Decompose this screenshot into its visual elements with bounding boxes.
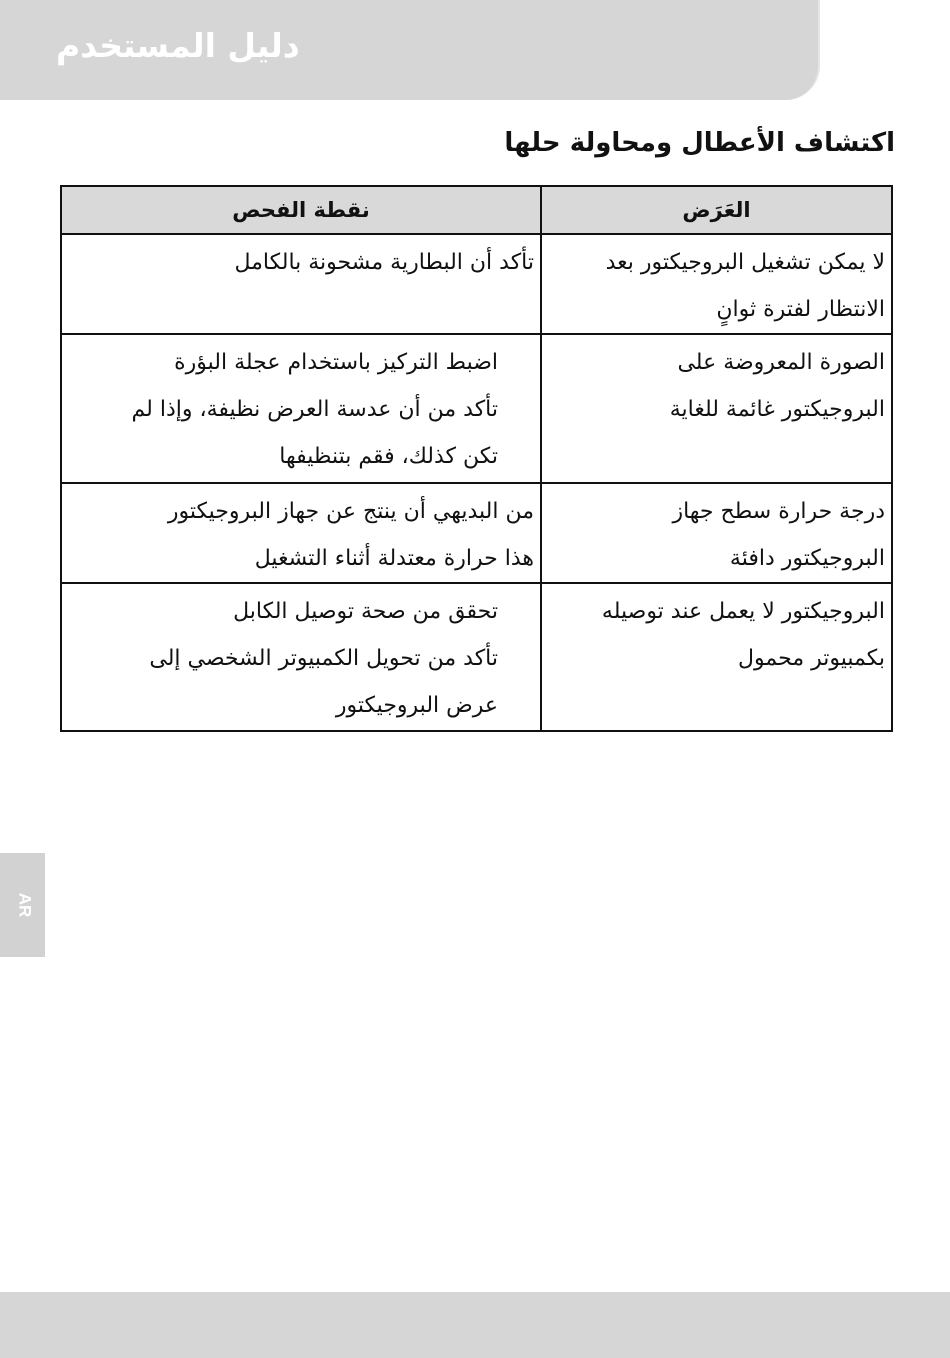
- header-band: [0, 0, 820, 100]
- language-tab-label: AR: [15, 892, 35, 918]
- check-cell: [61, 334, 541, 483]
- check-line: تحقق من صحة توصيل الكابل: [233, 599, 498, 624]
- footer-band: [0, 1292, 950, 1358]
- check-line: من البديهي أن ينتج عن جهاز البروجيكتور: [167, 499, 534, 524]
- table-row: [61, 483, 892, 583]
- symptom-cell: [541, 583, 892, 731]
- table-row: [61, 334, 892, 483]
- header-symptom: العَرَض: [541, 186, 892, 234]
- check-line: عرض البروجيكتور: [335, 693, 498, 718]
- check-cell: [61, 483, 541, 583]
- troubleshooting-table: [60, 185, 893, 732]
- table-row: [61, 234, 892, 334]
- check-line: تأكد من تحويل الكمبيوتر الشخصي إلى: [149, 646, 498, 671]
- symptom-cell: [541, 234, 892, 334]
- symptom-line: لا يمكن تشغيل البروجيكتور بعد: [605, 250, 885, 275]
- check-cell: [61, 234, 541, 334]
- symptom-cell: [541, 483, 892, 583]
- symptom-line: درجة حرارة سطح جهاز: [672, 499, 885, 524]
- symptom-line: الانتظار لفترة ثوانٍ: [716, 297, 885, 322]
- symptom-line: البروجيكتور غائمة للغاية: [669, 397, 885, 422]
- header-title: دليل المستخدم: [56, 26, 300, 65]
- check-line: تكن كذلك، فقم بتنظيفها: [279, 444, 498, 469]
- language-tab: [0, 853, 45, 957]
- header-check: نقطة الفحص: [61, 186, 541, 234]
- table-row: [61, 583, 892, 731]
- check-line: تأكد أن البطارية مشحونة بالكامل: [234, 250, 534, 275]
- section-title: اكتشاف الأعطال ومحاولة حلها: [504, 128, 895, 158]
- check-line: تأكد من أن عدسة العرض نظيفة، وإذا لم: [131, 397, 498, 422]
- symptom-line: بكمبيوتر محمول: [738, 646, 885, 671]
- table-header-row: [61, 186, 892, 234]
- symptom-line: البروجيكتور لا يعمل عند توصيله: [601, 599, 885, 624]
- check-cell: [61, 583, 541, 731]
- symptom-line: البروجيكتور دافئة: [729, 546, 885, 571]
- check-line: هذا حرارة معتدلة أثناء التشغيل: [254, 546, 534, 571]
- check-line: اضبط التركيز باستخدام عجلة البؤرة: [174, 350, 498, 375]
- symptom-line: الصورة المعروضة على: [677, 350, 885, 375]
- symptom-cell: [541, 334, 892, 483]
